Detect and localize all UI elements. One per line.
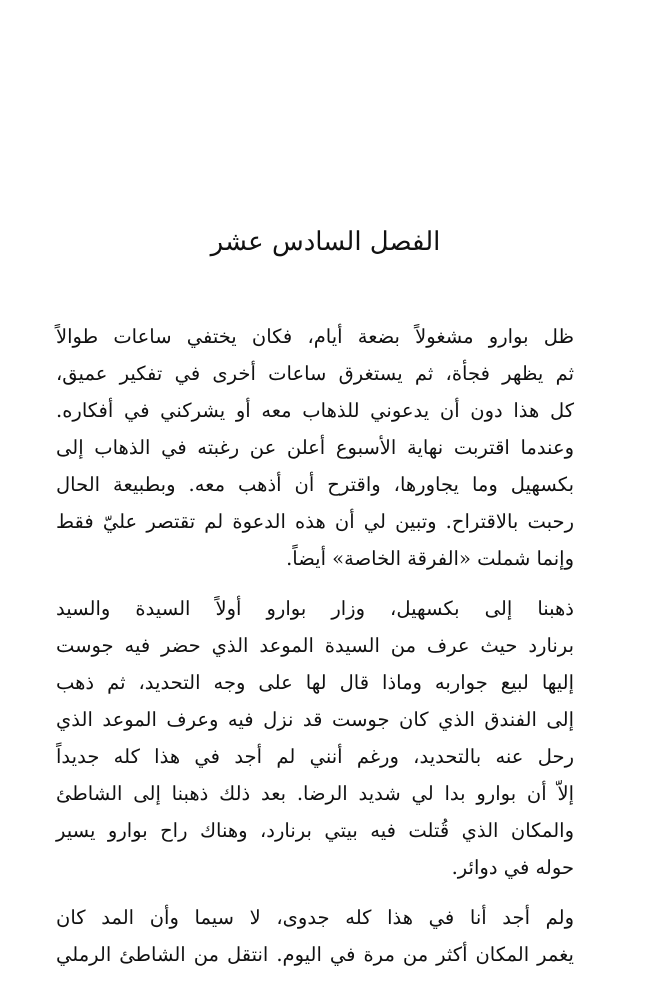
- text-line: كل هذا دون أن يدعوني للذهاب معه أو يشركني في أفكاره.: [56, 399, 574, 422]
- paragraph-1: [56, 318, 596, 577]
- text-line: ولم أجد أنا في هذا كله جدوى، لا سيما وأن المد كان: [56, 906, 574, 929]
- paragraph-3: [56, 899, 596, 973]
- chapter-title: الفصل السادس عشر: [210, 227, 441, 257]
- text-line: حوله في دوائر.: [451, 856, 574, 879]
- text-line: ثم يظهر فجأة، ثم يستغرق ساعات أخرى في تفكير عميق،: [56, 362, 574, 385]
- text-line: إلى الفندق الذي كان جوست قد نزل فيه وعرف الموعد الذي: [56, 708, 574, 731]
- text-line: بكسهيل وما يجاورها، واقترح أن أذهب معه. وبطبيعة الحال: [56, 473, 574, 496]
- text-line: إلاّ أن بوارو بدا لي شديد الرضا. بعد ذلك ذهبنا إلى الشاطئ: [56, 782, 574, 805]
- text-line: رحبت بالاقتراح. وتبين لي أن هذه الدعوة لم تقتصر عليّ فقط: [56, 510, 574, 533]
- text-line: ظل بوارو مشغولاً بضعة أيام، فكان يختفي ساعات طوالاً: [56, 325, 574, 348]
- body-text: [56, 318, 596, 986]
- text-line: يغمر المكان أكثر من مرة في اليوم. انتقل من الشاطئ الرملي: [56, 943, 574, 966]
- text-line: برنارد حيث عرف من السيدة الموعد الذي حضر فيه جوست: [56, 634, 574, 657]
- text-line: وإنما شملت «الفرقة الخاصة» أيضاً.: [286, 547, 574, 570]
- text-line: والمكان الذي قُتلت فيه بيتي برنارد، وهناك راح بوارو يسير: [56, 819, 574, 842]
- text-line: ذهبنا إلى بكسهيل، وزار بوارو أولاً السيدة والسيد: [56, 597, 574, 620]
- paragraph-2: [56, 590, 596, 886]
- text-line: رحل عنه بالتحديد، ورغم أنني لم أجد في هذا كله جديداً: [56, 745, 574, 768]
- text-line: إليها لبيع جواربه وماذا قال لها على وجه التحديد، ثم ذهب: [56, 671, 574, 694]
- text-line: وعندما اقتربت نهاية الأسبوع أعلن عن رغبته في الذهاب إلى: [56, 436, 574, 459]
